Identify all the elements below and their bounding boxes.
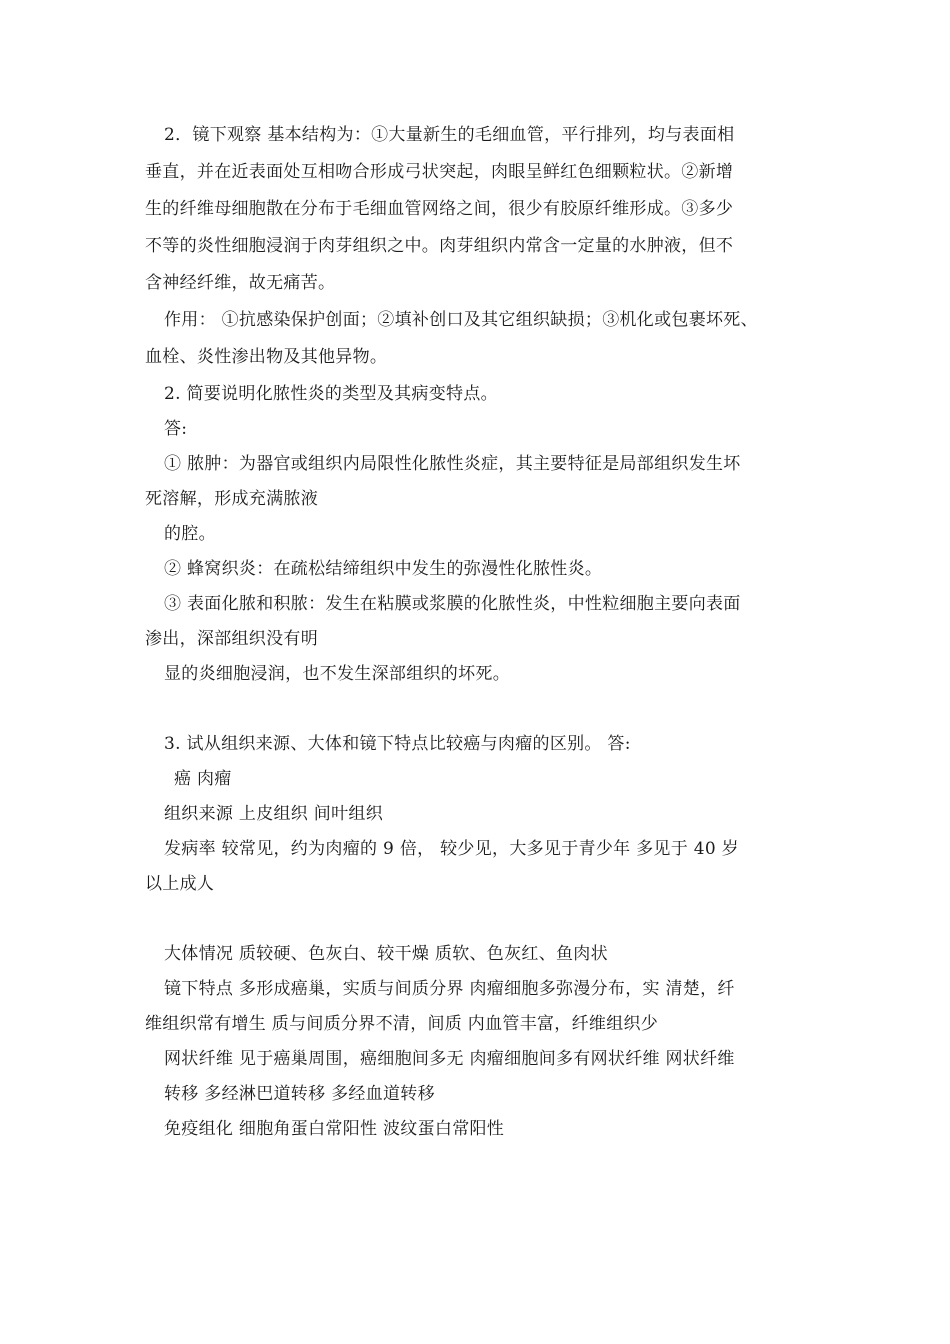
q2-item-1-line-3: 的腔。 [164, 524, 216, 544]
q2-item-1-line-1: ① 脓肿：为器官或组织内局限性化脓性炎症，其主要特征是局部组织发生坏 [164, 454, 741, 474]
function-line-2: 血栓、炎性渗出物及其他异物。 [145, 347, 388, 367]
function-line-1: 作用： ①抗感染保护创面；②填补创口及其它组织缺损；③机化或包裹坏死、 [164, 310, 758, 330]
table-row-incidence-line-1: 发病率 较常见，约为肉瘤的 9 倍， 较少见，大多见于青少年 多见于 40 岁 [164, 839, 739, 859]
question-3-title: 3. 试从组织来源、大体和镜下特点比较癌与肉瘤的区别。 答: [164, 734, 631, 754]
table-row-gross: 大体情况 质较硬、色灰白、较干燥 质软、色灰红、鱼肉状 [164, 944, 608, 964]
q2-item-2-line-1: ② 蜂窝织炎：在疏松结缔组织中发生的弥漫性化脓性炎。 [164, 559, 603, 579]
table-row-micro-line-1: 镜下特点 多形成癌巢，实质与间质分界 肉瘤细胞多弥漫分布，实 清楚，纤 [164, 979, 735, 999]
microscopy-line-1: 2．镜下观察 基本结构为：①大量新生的毛细血管，平行排列，均与表面相 [164, 125, 735, 145]
table-row-ihc: 免疫组化 细胞角蛋白常阳性 波纹蛋白常阳性 [164, 1119, 505, 1139]
table-row-metastasis: 转移 多经淋巴道转移 多经血道转移 [164, 1084, 435, 1104]
q2-item-1-line-2: 死溶解，形成充满脓液 [145, 489, 318, 509]
table-row-reticular: 网状纤维 见于癌巢周围，癌细胞间多无 肉瘤细胞间多有网状纤维 网状纤维 [164, 1049, 735, 1069]
table-row-origin: 组织来源 上皮组织 间叶组织 [164, 804, 384, 824]
q2-item-3-line-2: 渗出，深部组织没有明 [145, 629, 318, 649]
microscopy-line-4: 不等的炎性细胞浸润于肉芽组织之中。肉芽组织内常含一定量的水肿液，但不 [145, 236, 734, 256]
question-2-answer-label: 答: [164, 419, 188, 439]
q2-item-3-line-3: 显的炎细胞浸润，也不发生深部组织的坏死。 [164, 664, 510, 684]
microscopy-line-2: 垂直，并在近表面处互相吻合形成弓状突起，肉眼呈鲜红色细颗粒状。②新增 [145, 162, 734, 182]
microscopy-line-3: 生的纤维母细胞散在分布于毛细血管网络之间，很少有胶原纤维形成。③多少 [145, 199, 734, 219]
microscopy-line-5: 含神经纤维，故无痛苦。 [145, 273, 336, 293]
table-row-incidence-line-2: 以上成人 [145, 874, 215, 894]
table-row-micro-line-2: 维组织常有增生 质与间质分界不清，间质 内血管丰富，纤维组织少 [145, 1014, 659, 1034]
q2-item-3-line-1: ③ 表面化脓和积脓：发生在粘膜或浆膜的化脓性炎，中性粒细胞主要向表面 [164, 594, 741, 614]
question-2-title: 2. 简要说明化脓性炎的类型及其病变特点。 [164, 384, 498, 404]
table-header-row: 癌 肉瘤 [174, 769, 232, 789]
